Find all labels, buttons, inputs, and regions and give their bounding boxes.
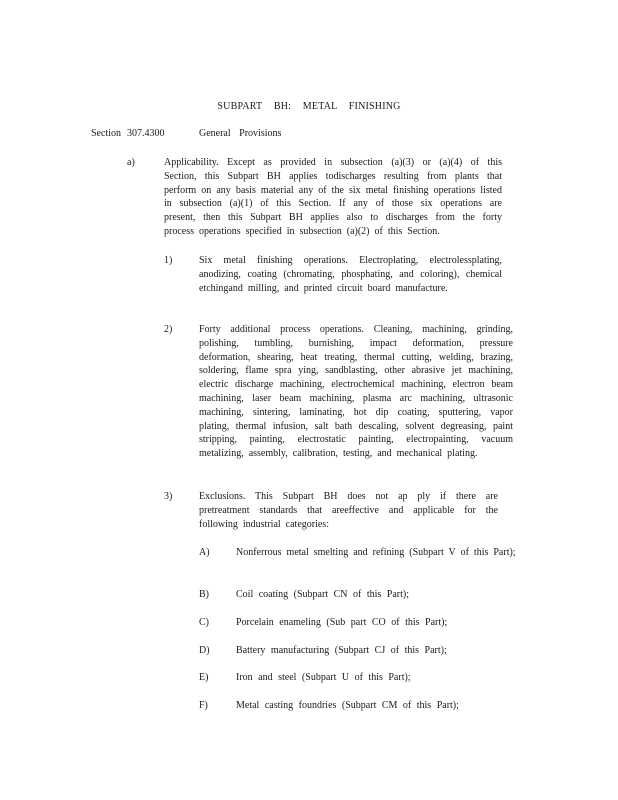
item-2-text: Forty additional process operations. Cleaning, machining, grinding, polishing, tumbling, burnishing, impact deformation, pressure deformation, shearing, heat treating, thermal cutting, welding, brazing, soldering, flame spra ying, sandblasting, other abrasive jet machining, electric discharge machining, electrochemical machining, electron beam machining, laser beam machining, plasma arc machining, ultrasonic machining, sintering, laminating, hot dip coating, sputtering, vapor plating, thermal infusion, salt bath descaling, solvent degreasing, paint stripping, painting, electrostatic painting, electropainting, vacuum metalizing, assembly, calibration, testing, and mechanical plating. [199,324,513,460]
subitem-c-text: Porcelain enameling (Sub part CO of this Part); [236,617,448,628]
subitem-a-label: A) [199,547,210,558]
item-2-label: 2) [164,324,173,335]
item-1-text: Six metal finishing operations. Electroplating, electrolessplating, anodizing, coating (chromating, phosphating, and coloring), chemical etchingand milling, and printed circuit board manufacture. [199,255,502,294]
subitem-e-text: Iron and steel (Subpart U of this Part); [236,672,411,683]
page-title: SUBPART BH: METAL FINISHING [217,101,401,112]
subsection-a-text: Applicability. Except as provided in subsection (a)(3) or (a)(4) of this Section, this Subpart BH applies todischarges resulting from plants that perform on any basis material any of the six metal finishing operations listed in subsection (a)(1) of this Section. If any of those six operations are present, then this Subpart BH applies also to discharges from the forty process operations specified in subsection (a)(2) of this Section. [164,157,502,237]
subitem-a-text: Nonferrous metal smelting and refining (Subpart V of this Part); [236,547,516,558]
subitem-c-label: C) [199,617,209,628]
item-3-label: 3) [164,491,173,502]
subitem-b-text: Coil coating (Subpart CN of this Part); [236,589,409,600]
section-label: Section [91,128,121,139]
section-header [91,128,282,139]
item-1-label: 1) [164,255,173,266]
subitem-e-label: E) [199,672,209,683]
subitem-b-label: B) [199,589,209,600]
subitem-d-label: D) [199,645,210,656]
section-number: 307.4300 [127,128,165,139]
item-3-text: Exclusions. This Subpart BH does not ap ply if there are pretreatment standards that areeffective and applicable for the following industrial categories: [199,491,498,530]
section-heading: General Provisions [199,128,282,139]
subsection-a-label: a) [127,157,135,168]
subitem-f-text: Metal casting foundries (Subpart CM of this Part); [236,700,459,711]
subitem-d-text: Battery manufacturing (Subpart CJ of this Part); [236,645,447,656]
subitem-f-label: F) [199,700,208,711]
